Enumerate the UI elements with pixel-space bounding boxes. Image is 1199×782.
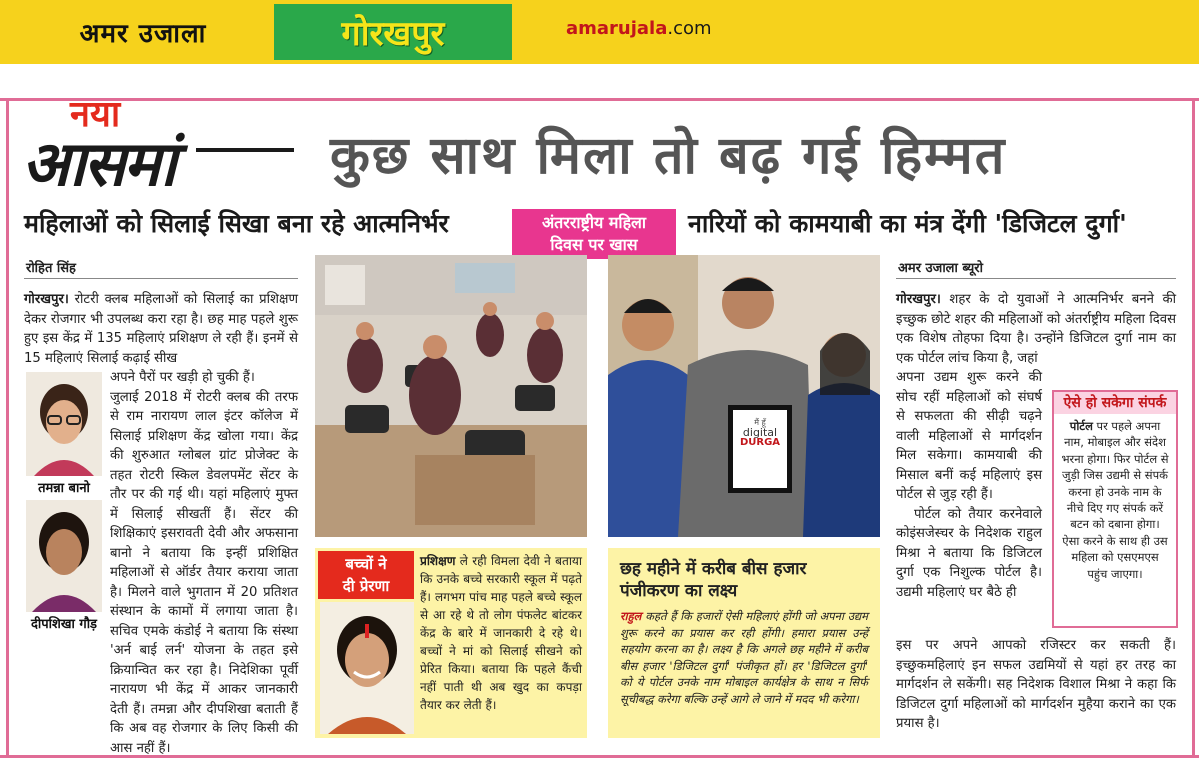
launch-group-illustration-icon bbox=[608, 255, 880, 537]
inspiration-lead: प्रशिक्षण bbox=[420, 554, 456, 568]
registration-text bbox=[620, 608, 868, 707]
logo-underline bbox=[196, 148, 294, 152]
left-dateline: गोरखपुर। bbox=[24, 292, 69, 307]
left-border bbox=[6, 98, 9, 758]
right-para2-text: पोर्टल को तैयार करनेवाले कोइंसजेस्चर के निदेशक राहुल मिश्रा ने बताया कि डिजिटल दुर्गा एक निशुल्क पोर्टल है। उद्यमी महिलाएं घर बैठे ही bbox=[896, 506, 1042, 600]
left-byline: रोहित सिंह bbox=[26, 261, 76, 276]
left-para1-cont-text: अपने पैरों पर खड़ी हो चुकी हैं। bbox=[110, 370, 255, 385]
left-story-para2-tail bbox=[24, 614, 298, 734]
inspiration-head bbox=[318, 551, 414, 599]
url-brand: amarujala bbox=[566, 18, 668, 39]
contact-body: पर पहले अपना नाम, मोबाइल और संदेश भरना होगा। फिर पोर्टल से जुड़ी जिस उद्यमी से संपर्क करना हो उनके नाम के नीचे दिए गए संपर्क करें बटन को दबाना होगा। ऐसा करने के साथ ही उस महिला को एसएमएस पहुंच जाएगा। bbox=[1061, 419, 1169, 581]
womens-day-badge bbox=[512, 209, 676, 259]
contact-text bbox=[1054, 414, 1176, 586]
left-story-subhead: महिलाओं को सिलाई सिखा बना रहे आत्मनिर्भर bbox=[24, 209, 449, 238]
page-headline: कुछ साथ मिला तो बढ़ गई हिम्मत bbox=[330, 125, 1007, 186]
photo-deepshikha bbox=[26, 500, 102, 612]
right-story-para2-cont: इस पर अपने आपको रजिस्टर कर सकती हैं। इच्छुकमहिलाएं इन सफल उद्यमियों से यहां हर तरह का मार्गदर्शन ले सकेंगी। सह निदेशक विशाल मिश्रा ने कहा कि डिजिटल दुर्गा महिलाओं को मार्गदर्शन मुहैया कराने का एक प्रयास है। bbox=[896, 638, 1176, 731]
city-name: गोरखपुर bbox=[274, 4, 512, 60]
right-byline-rule bbox=[896, 278, 1176, 279]
caption-tamanna: तमन्ना बानो bbox=[26, 478, 102, 496]
right-story-para1 bbox=[896, 290, 1176, 368]
tablet-line-1: मैं हूँ bbox=[754, 418, 766, 427]
contact-head: ऐसे हो सकेगा संपर्क bbox=[1054, 392, 1176, 414]
left-para2-text: जुलाई 2018 में रोटरी क्लब की तरफ से राम नारायण लाल इंटर कॉलेज में सिलाई प्रशिक्षण केंद्र खोला गया। केंद्र की शुरुआत ग्लोबल ग्रांट प्रोजेक्ट के तहत रोटरी स्किल डेवलपमेंट सेंटर के तौर पर की गई थी। यहां महिलाएं मुफ्त में सिलाई सीखतीं हैं। सेंटर की शिक्षिकाएं इसरावती देवी और अफसाना बानो ने बताया कि इन्हीं प्रशिक्षित महिलाओं से ऑर्डर तैयार कराया जाता है। मिलने वाले भुगतान में 20 प्रतिशत संस्थान के कामों में लगाया जाता है। सचिव एमके कंडोई ने बताया कि संस्था 'अर्न बाई लर्न' योजना के तहत इसे क्रियान्वित कर रहा है। निदेशिका पूर्वी नारायण भी केंद्र में आकर जानकारी देती हैं। तमन्ना और दीपशिखा बताती हैं कि अब वह रोजगार के लिए किसी की आस नहीं हैं। bbox=[110, 389, 298, 756]
tablet-line-2: digital bbox=[742, 426, 778, 439]
top-border bbox=[0, 98, 1199, 101]
right-border bbox=[1192, 98, 1195, 758]
right-story-subhead: नारियों को कामयाबी का मंत्र देंगी 'डिजिटल दुर्गा' bbox=[688, 209, 1127, 238]
inspiration-text bbox=[420, 552, 582, 734]
registration-lead: राहुल bbox=[620, 609, 642, 623]
caption-deepshikha: दीपशिखा गौड़ bbox=[26, 614, 102, 632]
tablet-line-3: DURGA bbox=[739, 437, 781, 448]
paper-name: अमर उजाला bbox=[79, 19, 207, 49]
portrait-tamanna-icon bbox=[26, 372, 102, 476]
website-url[interactable] bbox=[566, 18, 712, 39]
inspiration-head-line1: बच्चों ने bbox=[345, 555, 387, 573]
left-story-para1-cont bbox=[110, 368, 298, 756]
right-story-mid bbox=[896, 368, 1042, 650]
portrait-deepshikha-icon bbox=[26, 500, 102, 612]
badge-line-1: अंतरराष्ट्रीय महिला bbox=[541, 213, 647, 232]
sewing-class-illustration-icon bbox=[315, 255, 587, 537]
tablet-screen bbox=[734, 418, 786, 448]
right-byline: अमर उजाला ब्यूरो bbox=[898, 261, 983, 276]
right-dateline: गोरखपुर। bbox=[896, 292, 941, 307]
badge-line-2: दिवस पर खास bbox=[550, 235, 638, 254]
registration-box bbox=[608, 548, 880, 738]
registration-head: छह महीने में करीब बीस हजार पंजीकरण का लक्ष्य bbox=[620, 559, 807, 601]
contact-box bbox=[1052, 390, 1178, 628]
section-logo-naya: नया bbox=[70, 93, 121, 135]
url-tld: .com bbox=[667, 18, 712, 39]
photo-digital-durga-launch bbox=[608, 255, 880, 537]
section-logo-aasmaan: आसमां bbox=[22, 127, 175, 200]
registration-body: कहते हैं कि हजारों ऐसी महिलाएं होंगी जो अपना उद्यम शुरू करने का प्रयास कर रही होंगी। हमारा प्रयास उन्हें सहयोग करना का है। लक्ष्य है कि अगले छह महीने में करीब बीस हजार 'डिजिटल दुर्गा' पंजीकृत हों। हर 'डिजिटल दुर्गा' को ये पोर्टल उनके नाम मोबाइल कार्यक्षेत्र के साथ न सिर्फ सूचीबद्ध करेगा बल्कि उन्हें आगे ले जाने में मदद भी करेगा। bbox=[620, 609, 868, 706]
photo-sewing-class bbox=[315, 255, 587, 537]
right-para1-text: शहर के दो युवाओं ने आत्मनिर्भर बनने की इच्छुक छोटे शहर की महिलाओं को अंतर्राष्ट्रीय महिला दिवस एक विशेष तोहफा दिया है। उन्होंने डिजिटल दुर्गा नाम का एक पोर्टल लांच किया है, जहां bbox=[896, 292, 1176, 366]
left-para1-text: रोटरी क्लब महिलाओं को सिलाई का प्रशिक्षण देकर रोजगार भी उपलब्ध करा रहा है। छह माह पहले शुरू हुए इस केंद्र में 135 महिलाएं प्रशिक्षण ले रही हैं। इनमें से 15 महिलाएं सिलाई कढ़ाई सीख bbox=[24, 292, 298, 366]
inspiration-body: ले रही विमला देवी ने बताया कि उनके बच्चे सरकारी स्कूल में पढ़ते हैं। लगभग पांच माह पहले बच्चे स्कूल से आ रहे थे तो लोग पंफलेट बांटकर केंद्र के बारे में जानकारी दे रहे थे। बच्चों ने मां को सिलाई सीखने को प्रेरित किया। बताया कि पहले कैंची नहीं पाती थी अब खुद का कपड़ा तैयार कर लेती हैं। bbox=[420, 554, 582, 712]
contact-lead: पोर्टल bbox=[1069, 419, 1093, 433]
left-byline-rule bbox=[24, 278, 298, 279]
left-story-para1 bbox=[24, 290, 298, 370]
bottom-border bbox=[0, 755, 1199, 758]
inspiration-head-line2: दी प्रेरणा bbox=[342, 577, 390, 595]
right-para1-cont: अपना उद्यम शुरू करने की सोच रहीं महिलाओं को संघर्ष से सफलता की सीढ़ी चढ़ने वाली महिलाओं से मार्गदर्शन मिल सकेगा। कामयाबी की मिसाल बनीं कई महिलाएं इस पोर्टल से जुड़ रही हैं। bbox=[896, 370, 1042, 502]
photo-vimla-devi bbox=[320, 602, 414, 734]
photo-tamanna bbox=[26, 372, 102, 476]
portrait-vimla-icon bbox=[320, 602, 414, 734]
